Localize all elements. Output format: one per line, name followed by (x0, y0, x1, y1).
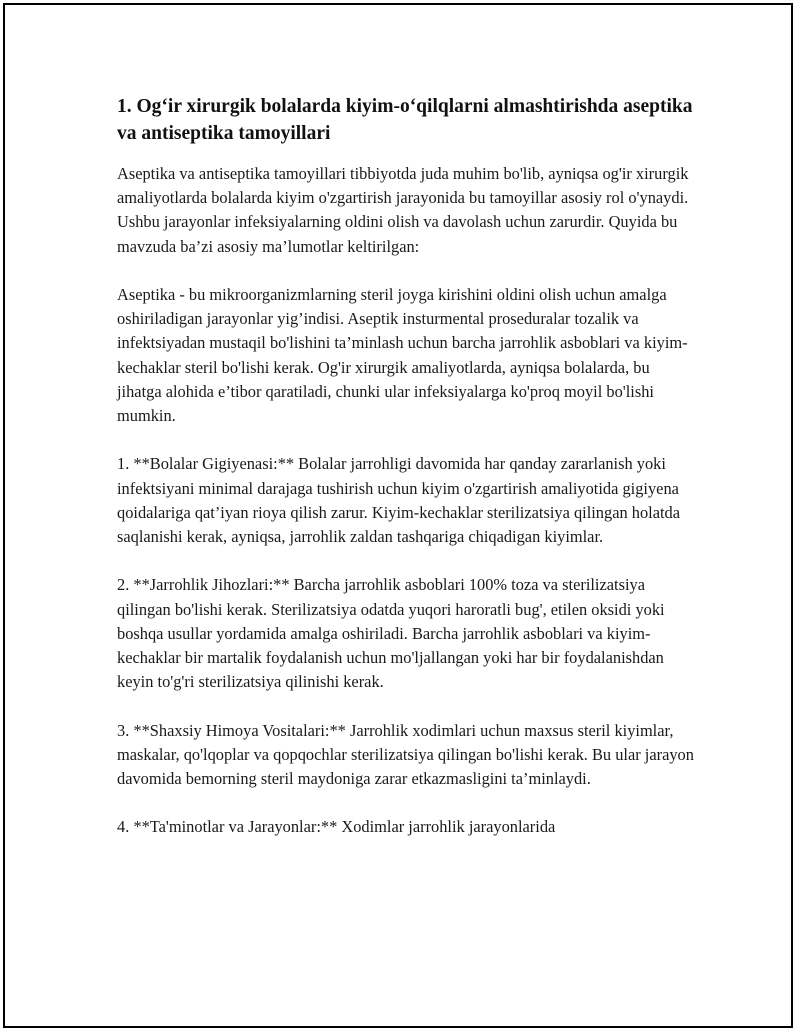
paragraph-item-2: 2. **Jarrohlik Jihozlari:** Barcha jarrohlik asboblari 100% toza va sterilizatsiya qilingan bo'lishi kerak. Sterilizatsiya odatda yuqori haroratli bug', etilen oksidi yoki boshqa usullar yordamida amalga oshiriladi. Barcha jarrohlik asboblari va kiyim-kechaklar bir martalik foydalanish uchun mo'ljallangan yoki har bir foydalanishdan keyin to'g'ri sterilizatsiya qilinishi kerak. (117, 575, 665, 692)
paragraph-aseptika-definition: Aseptika - bu mikroorganizmlarning steril joyga kirishini oldini olish uchun amalga oshiriladigan jarayonlar yig’indisi. Aseptik insturmental proseduralar tozalik va infektsiyadan mustaqil bo'lishini ta’minlash uchun barcha jarrohlik asboblari va kiyim-kechaklar steril bo'lishi kerak. Og'ir xirurgik amaliyotlarda, ayniqsa bolalarda, bu jihatga alohida e’tibor qaratiladi, chunki ular infeksiyalarga ko'proq moyil bo'lishi mumkin. (117, 285, 688, 426)
paragraph-item-4: 4. **Ta'minotlar va Jarayonlar:** Xodimlar jarrohlik jarayonlarida (117, 817, 556, 837)
paragraph-item-1: 1. **Bolalar Gigiyenasi:** Bolalar jarrohligi davomida har qanday zararlanish yoki infektsiyani minimal darajaga tushirish uchun kiyim o'zgartirish amaliyotida gigiyena qoidalariga qat’iyan rioya qilish zarur. Kiyim-kechaklar sterilizatsiya qilingan holatda saqlanishi kerak, ayniqsa, jarrohlik zaldan tashqariga chiqadigan kiyimlar. (117, 454, 681, 547)
document-title: 1. Og‘ir xirurgik bolalarda kiyim-o‘qilqlarni almashtirishda aseptika va antiseptika tamoyillari (117, 96, 693, 144)
document-body (117, 93, 697, 864)
paragraph-intro: Aseptika va antiseptika tamoyillari tibbiyotda juda muhim bo'lib, ayniqsa og'ir xirurgik amaliyotlarda bolalarda kiyim o'zgartirish jarayonida bu tamoyillar asosiy rol o'ynaydi. Ushbu jarayonlar infeksiyalarning oldini olish va davolash uchun zarurdir. Quyida bu mavzuda ba’zi asosiy ma’lumotlar keltirilgan: (117, 164, 689, 256)
paragraph-item-3: 3. **Shaxsiy Himoya Vositalari:** Jarrohlik xodimlari uchun maxsus steril kiyimlar, maskalar, qo'lqoplar va qopqochlar sterilizatsiya qilingan bo'lishi kerak. Bu ular jarayon davomida bemorning steril maydoniga zarar etkazmasligini ta’minlaydi. (117, 720, 694, 789)
